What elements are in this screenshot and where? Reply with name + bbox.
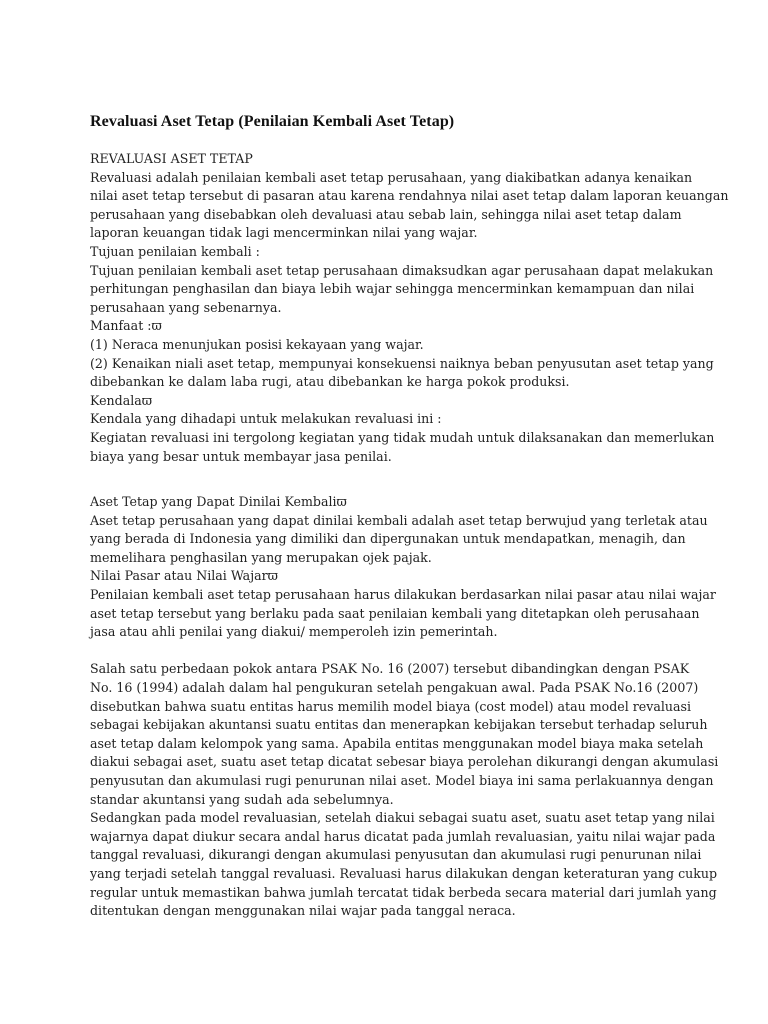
- paragraph-line: Kendala yang dihadapi untuk melakukan revaluasi ini :: [90, 411, 442, 427]
- paragraph-line: tanggal revaluasi, dikurangi dengan akumulasi penyusutan dan akumulasi rugi penurunan nilai: [90, 847, 702, 863]
- spacer: [90, 642, 690, 661]
- paragraph-line: aset tetap dalam kelompok yang sama. Apabila entitas menggunakan model biaya maka setelah: [90, 735, 704, 751]
- document-page: [90, 112, 729, 921]
- paragraph-line: nilai aset tetap tersebut di pasaran atau karena rendahnya nilai aset tetap dalam laporan keuangan: [90, 188, 729, 204]
- paragraph-line: Tujuan penilaian kembali :: [90, 243, 260, 259]
- paragraph-line: disebutkan bahwa suatu entitas harus memilih model biaya (cost model) atau model revaluasi: [90, 698, 692, 714]
- spacer: [90, 466, 690, 493]
- section-aset-tetap: [90, 493, 716, 642]
- section-revaluasi: [90, 150, 729, 466]
- paragraph-line: perusahaan yang sebenarnya.: [90, 299, 282, 315]
- paragraph-line: Revaluasi adalah penilaian kembali aset tetap perusahaan, yang diakibatkan adanya kenaikan: [90, 169, 693, 185]
- paragraph-line: laporan keuangan tidak lagi mencerminkan nilai yang wajar.: [90, 225, 478, 241]
- paragraph-line: jasa atau ahli penilai yang diakui/ memperoleh izin pemerintah.: [90, 624, 498, 640]
- paragraph-line: (1) Neraca menunjukan posisi kekayaan yang wajar.: [90, 336, 424, 352]
- paragraph-line: penyusutan dan akumulasi rugi penurunan nilai aset. Model biaya ini sama perlakuannya dengan: [90, 773, 714, 788]
- paragraph-line: Tujuan penilaian kembali aset tetap perusahaan dimaksudkan agar perusahaan dapat melakukan: [90, 262, 714, 278]
- heading-manfaat: Manfaat :ϖ: [90, 318, 162, 334]
- paragraph-line: diakui sebagai aset, suatu aset tetap dicatat sebesar biaya perolehan dikurangi dengan akumulasi: [90, 754, 719, 770]
- paragraph-line: perhitungan penghasilan dan biaya lebih wajar sehingga mencerminkan kemampuan dan nilai: [90, 281, 695, 297]
- paragraph-line: Penilaian kembali aset tetap perusahaan harus dilakukan berdasarkan nilai pasar atau nilai wajar: [90, 587, 716, 603]
- paragraph-line: REVALUASI ASET TETAP: [90, 151, 253, 166]
- paragraph-line: No. 16 (1994) adalah dalam hal pengukuran setelah pengakuan awal. Pada PSAK No.16 (2007): [90, 680, 699, 696]
- paragraph-line: ditentukan dengan menggunakan nilai wajar pada tanggal neraca.: [90, 903, 516, 919]
- paragraph-line: Aset tetap perusahaan yang dapat dinilai kembali adalah aset tetap berwujud yang terletak atau: [90, 512, 708, 528]
- paragraph-line: memelihara penghasilan yang merupakan ojek pajak.: [90, 549, 432, 565]
- paragraph-line: aset tetap tersebut yang berlaku pada saat penilaian kembali yang ditetapkan oleh perusahaan: [90, 605, 700, 621]
- paragraph-line: yang terjadi setelah tanggal revaluasi. Revaluasi harus dilakukan dengan keteraturan yang cukup: [90, 865, 718, 881]
- paragraph-line: biaya yang besar untuk membayar jasa penilai.: [90, 448, 392, 464]
- paragraph-line: Salah satu perbedaan pokok antara PSAK No. 16 (2007) tersebut dibandingkan dengan PSAK: [90, 661, 690, 677]
- paragraph-line: Kegiatan revaluasi ini tergolong kegiatan yang tidak mudah untuk dilaksanakan dan memerlukan: [90, 429, 715, 445]
- paragraph-line: regular untuk memastikan bahwa jumlah tercatat tidak berbeda secara material dari jumlah yang: [90, 884, 717, 900]
- heading-kendala: Kendalaϖ: [90, 392, 153, 408]
- section-psak: [90, 660, 719, 920]
- paragraph-line: sebagai kebijakan akuntansi suatu entitas dan menerapkan kebijakan tersebut terhadap seluruh: [90, 717, 708, 733]
- paragraph-line: standar akuntansi yang sudah ada sebelumnya.: [90, 791, 394, 807]
- paragraph-line: dibebankan ke dalam laba rugi, atau dibebankan ke harga pokok produksi.: [90, 374, 570, 390]
- heading-aset-tetap: Aset Tetap yang Dapat Dinilai Kembaliϖ: [90, 494, 347, 510]
- paragraph-line: (2) Kenaikan niali aset tetap, mempunyai konsekuensi naiknya beban penyusutan aset tetap yang: [90, 355, 714, 371]
- document-title: Revaluasi Aset Tetap (Penilaian Kembali Aset Tetap): [90, 113, 455, 130]
- paragraph-line: Sedangkan pada model revaluasian, setelah diakui sebagai suatu aset, suatu aset tetap yang nilai: [90, 810, 715, 826]
- paragraph-line: yang berada di Indonesia yang dimiliki dan dipergunakan untuk mendapatkan, menagih, dan: [90, 531, 686, 547]
- heading-nilai-pasar: Nilai Pasar atau Nilai Wajarϖ: [90, 568, 278, 584]
- paragraph-line: perusahaan yang disebabkan oleh devaluasi atau sebab lain, sehingga nilai aset tetap dalam: [90, 206, 682, 222]
- paragraph-line: wajarnya dapat diukur secara andal harus dicatat pada jumlah revaluasian, yaitu nilai wajar pada: [90, 828, 716, 844]
